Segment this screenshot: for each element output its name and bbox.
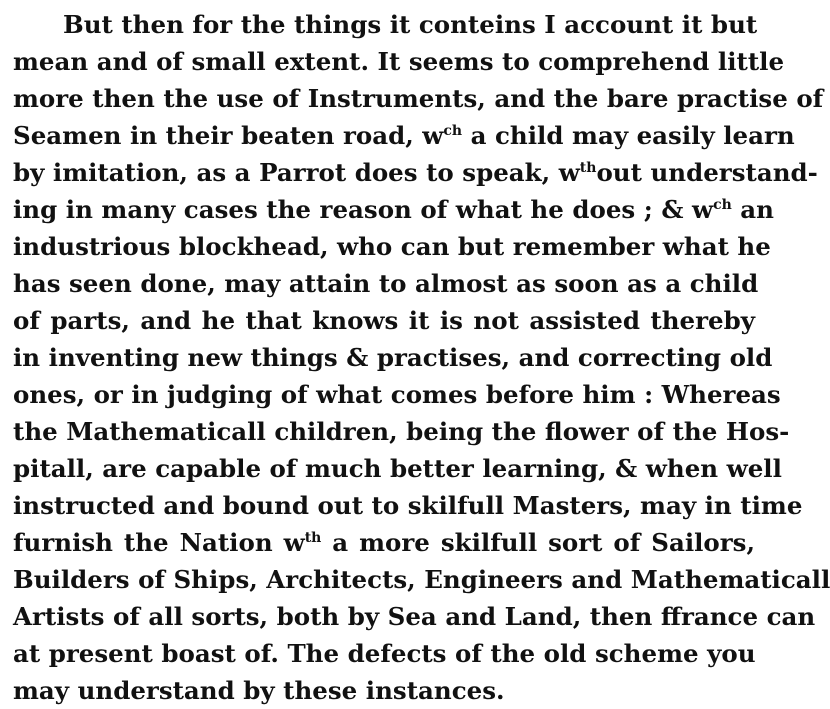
text-line [13,635,755,672]
text-segment: mean and of small extent. It seems to comprehend little [13,47,785,76]
text-segment: industrious blockhead, who can but remember what he [13,232,771,261]
text-line [13,191,774,228]
superscript-abbreviation: ch [713,197,732,213]
text-segment: in inventing new things & practises, and correcting old [13,343,773,372]
text-line [13,450,782,487]
text-segment: pitall, are capable of much better learning, & when well [13,454,782,483]
text-line [13,302,755,339]
text-segment: furnish the Nation w [13,528,305,557]
text-segment: the Mathematicall children, being the flower of the Hos- [13,417,790,446]
text-segment: at present boast of. The defects of the old scheme you [13,639,756,668]
text-line [13,413,790,450]
text-segment: has seen done, may attain to almost as soon as a child [13,269,759,298]
text-segment: ones, or in judging of what comes before him : Whereas [13,380,781,409]
body-paragraph [13,6,830,709]
text-segment: a more skilfull sort of Sailors, [321,528,755,557]
text-line [13,80,824,117]
text-line [13,561,830,598]
text-line [13,598,816,635]
text-segment: by imitation, as a Parrot does to speak, w [13,158,580,187]
text-line [13,265,759,302]
text-line [13,487,803,524]
text-segment: out understand- [596,158,818,187]
text-segment: Builders of Ships, Architects, Engineers and Mathematicall [13,565,830,594]
superscript-abbreviation: th [304,530,322,546]
text-segment: of parts, and he that knows it is not assisted thereby [13,306,755,335]
text-segment: Seamen in their beaten road, w [13,121,444,150]
text-line [13,228,771,265]
text-segment: may understand by these instances. [13,676,505,705]
text-segment: a child may easily learn [462,121,795,150]
text-segment: an [731,195,774,224]
superscript-abbreviation: ch [443,123,463,139]
text-segment: Artists of all sorts, both by Sea and Land, then ffrance can [13,602,816,631]
text-line [13,154,818,191]
text-line [13,524,755,561]
text-segment: instructed and bound out to skilfull Masters, may in time [13,491,803,520]
text-line [13,339,773,376]
text-segment: ing in many cases the reason of what he does ; & w [13,195,714,224]
text-line [13,672,755,709]
text-line [13,43,785,80]
text-line [13,117,795,154]
text-line [13,376,781,413]
text-line [13,6,758,43]
text-segment: more then the use of Instruments, and the bare practise of [13,84,824,113]
text-segment: But then for the things it conteins I account it but [63,10,758,39]
superscript-abbreviation: th [579,160,597,176]
